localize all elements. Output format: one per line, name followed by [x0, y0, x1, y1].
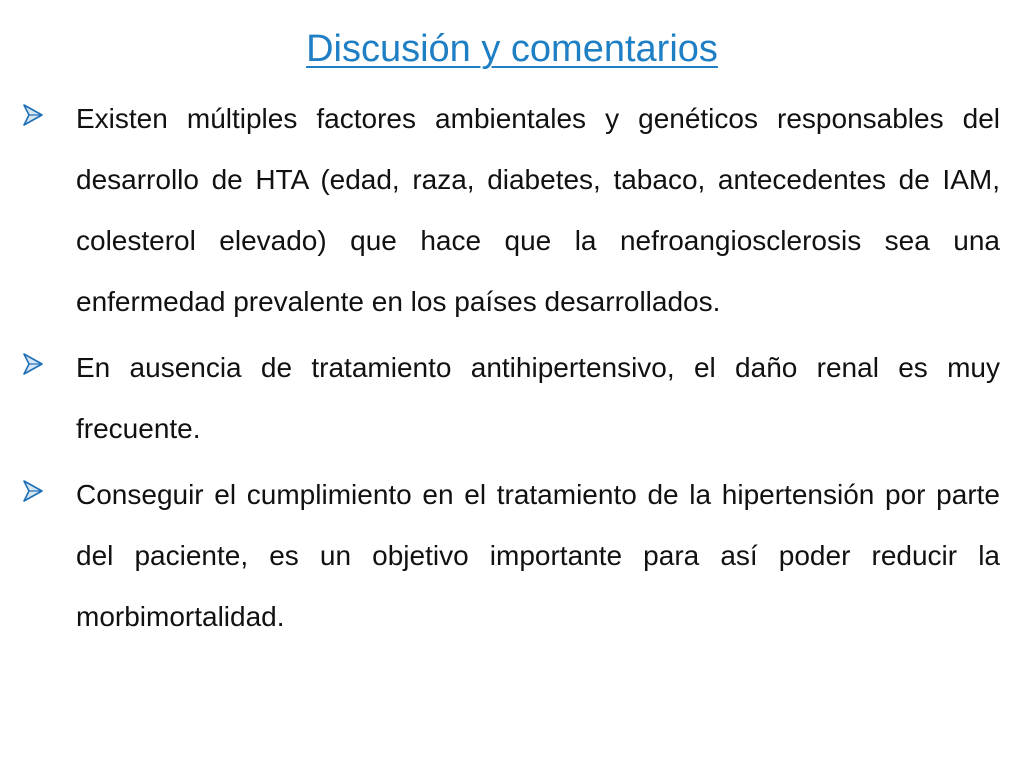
slide-title: Discusión y comentarios — [306, 28, 718, 70]
bullet-item — [22, 337, 1000, 459]
bullet-text: Existen múltiples factores ambientales y genéticos responsables del desarrollo de HTA (edad, raza, diabetes, tabaco, antecedentes de IAM, colesterol elevado) que hace que la nefroangiosclerosis sea una enfermedad prevalente en los países desarrollados. — [76, 103, 1000, 317]
bullet-text: Conseguir el cumplimiento en el tratamiento de la hipertensión por parte del paciente, es un objetivo importante para así poder reducir la morbimortalidad. — [76, 479, 1000, 632]
bullet-item — [22, 88, 1000, 332]
bullet-text: En ausencia de tratamiento antihipertensivo, el daño renal es muy frecuente. — [76, 352, 1000, 444]
arrow-bullet-icon — [22, 479, 44, 503]
arrow-bullet-icon — [22, 352, 44, 376]
arrow-bullet-icon — [22, 103, 44, 127]
bullet-list — [22, 88, 1000, 652]
bullet-item — [22, 464, 1000, 647]
